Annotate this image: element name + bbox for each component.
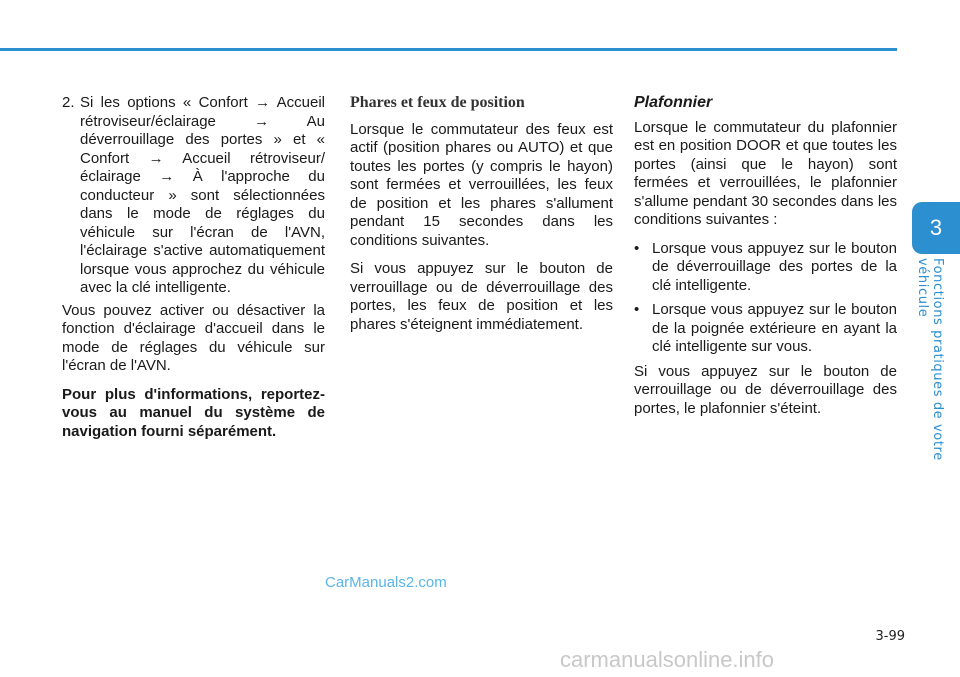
numbered-item xyxy=(62,94,325,298)
list-item xyxy=(634,301,897,357)
paragraph: Si vous appuyez sur le bouton de verrouillage ou de déverrouillage des portes, le plafonnier s'éteint. xyxy=(634,362,897,417)
paragraph: Vous pouvez activer ou désactiver la fonction d'éclairage d'accueil dans le mode de réglages du véhicule sur l'écran de l'AVN. xyxy=(62,301,325,374)
bullet-icon: • xyxy=(634,239,640,257)
bullet-text: Lorsque vous appuyez sur le bouton de la poignée extérieure en ayant la clé intelligente sur vous. xyxy=(652,301,897,355)
watermark-link[interactable]: CarManuals2.com xyxy=(325,574,447,591)
section-heading: Phares et feux de position xyxy=(350,94,525,111)
column-right xyxy=(634,94,897,428)
chapter-number: 3 xyxy=(929,215,943,240)
paragraph: Lorsque le commutateur du plafonnier est en position DOOR et que toutes les portes (ainsi que le hayon) sont fermées et verrouillées, le plafonnier s'allume pendant 30 secondes dans les conditions suivantes : xyxy=(634,118,897,228)
paragraph: Si vous appuyez sur le bouton de verrouillage ou de déverrouillage des portes, les feux de position et les phares s'éteignent immédiatement. xyxy=(350,260,613,333)
page-number: 3-99 xyxy=(875,629,905,644)
list-item xyxy=(634,240,897,296)
item-number: 2. xyxy=(62,94,75,111)
section-heading: Plafonnier xyxy=(634,94,713,111)
bullet-text: Lorsque vous appuyez sur le bouton de déverrouillage des portes de la clé intelligente. xyxy=(652,239,897,294)
column-left xyxy=(62,94,325,451)
header-rule xyxy=(0,48,897,51)
watermark-text: carmanualsonline.info xyxy=(560,647,775,672)
chapter-tab[interactable] xyxy=(912,202,960,254)
reference-note: Pour plus d'informations, reportez-vous au manuel du système de navigation fourni séparément. xyxy=(62,385,325,440)
paragraph: Lorsque le commutateur des feux est actif (position phares ou AUTO) et que toutes les portes (y compris le hayon) sont fermées et verrouillées, les feux de position et les phares s'allument pendant 15 secondes dans les conditions suivantes. xyxy=(350,120,613,249)
bullet-icon: • xyxy=(634,301,640,318)
column-middle xyxy=(350,94,613,344)
item-text: Si les options « Confort → Accueil rétroviseur/éclairage → Au déverrouillage des portes » et « Confort → Accueil rétroviseur/éclairage → À l'approche du conducteur » sont sélectionnées dans le mode de réglages du véhicule sur l'écran de l'AVN, l'éclairage s'active automatiquement lorsque vous approchez du véhicule avec la clé intelligente. xyxy=(80,94,325,296)
chapter-title: Fonctions pratiques de votre véhicule xyxy=(915,258,945,461)
